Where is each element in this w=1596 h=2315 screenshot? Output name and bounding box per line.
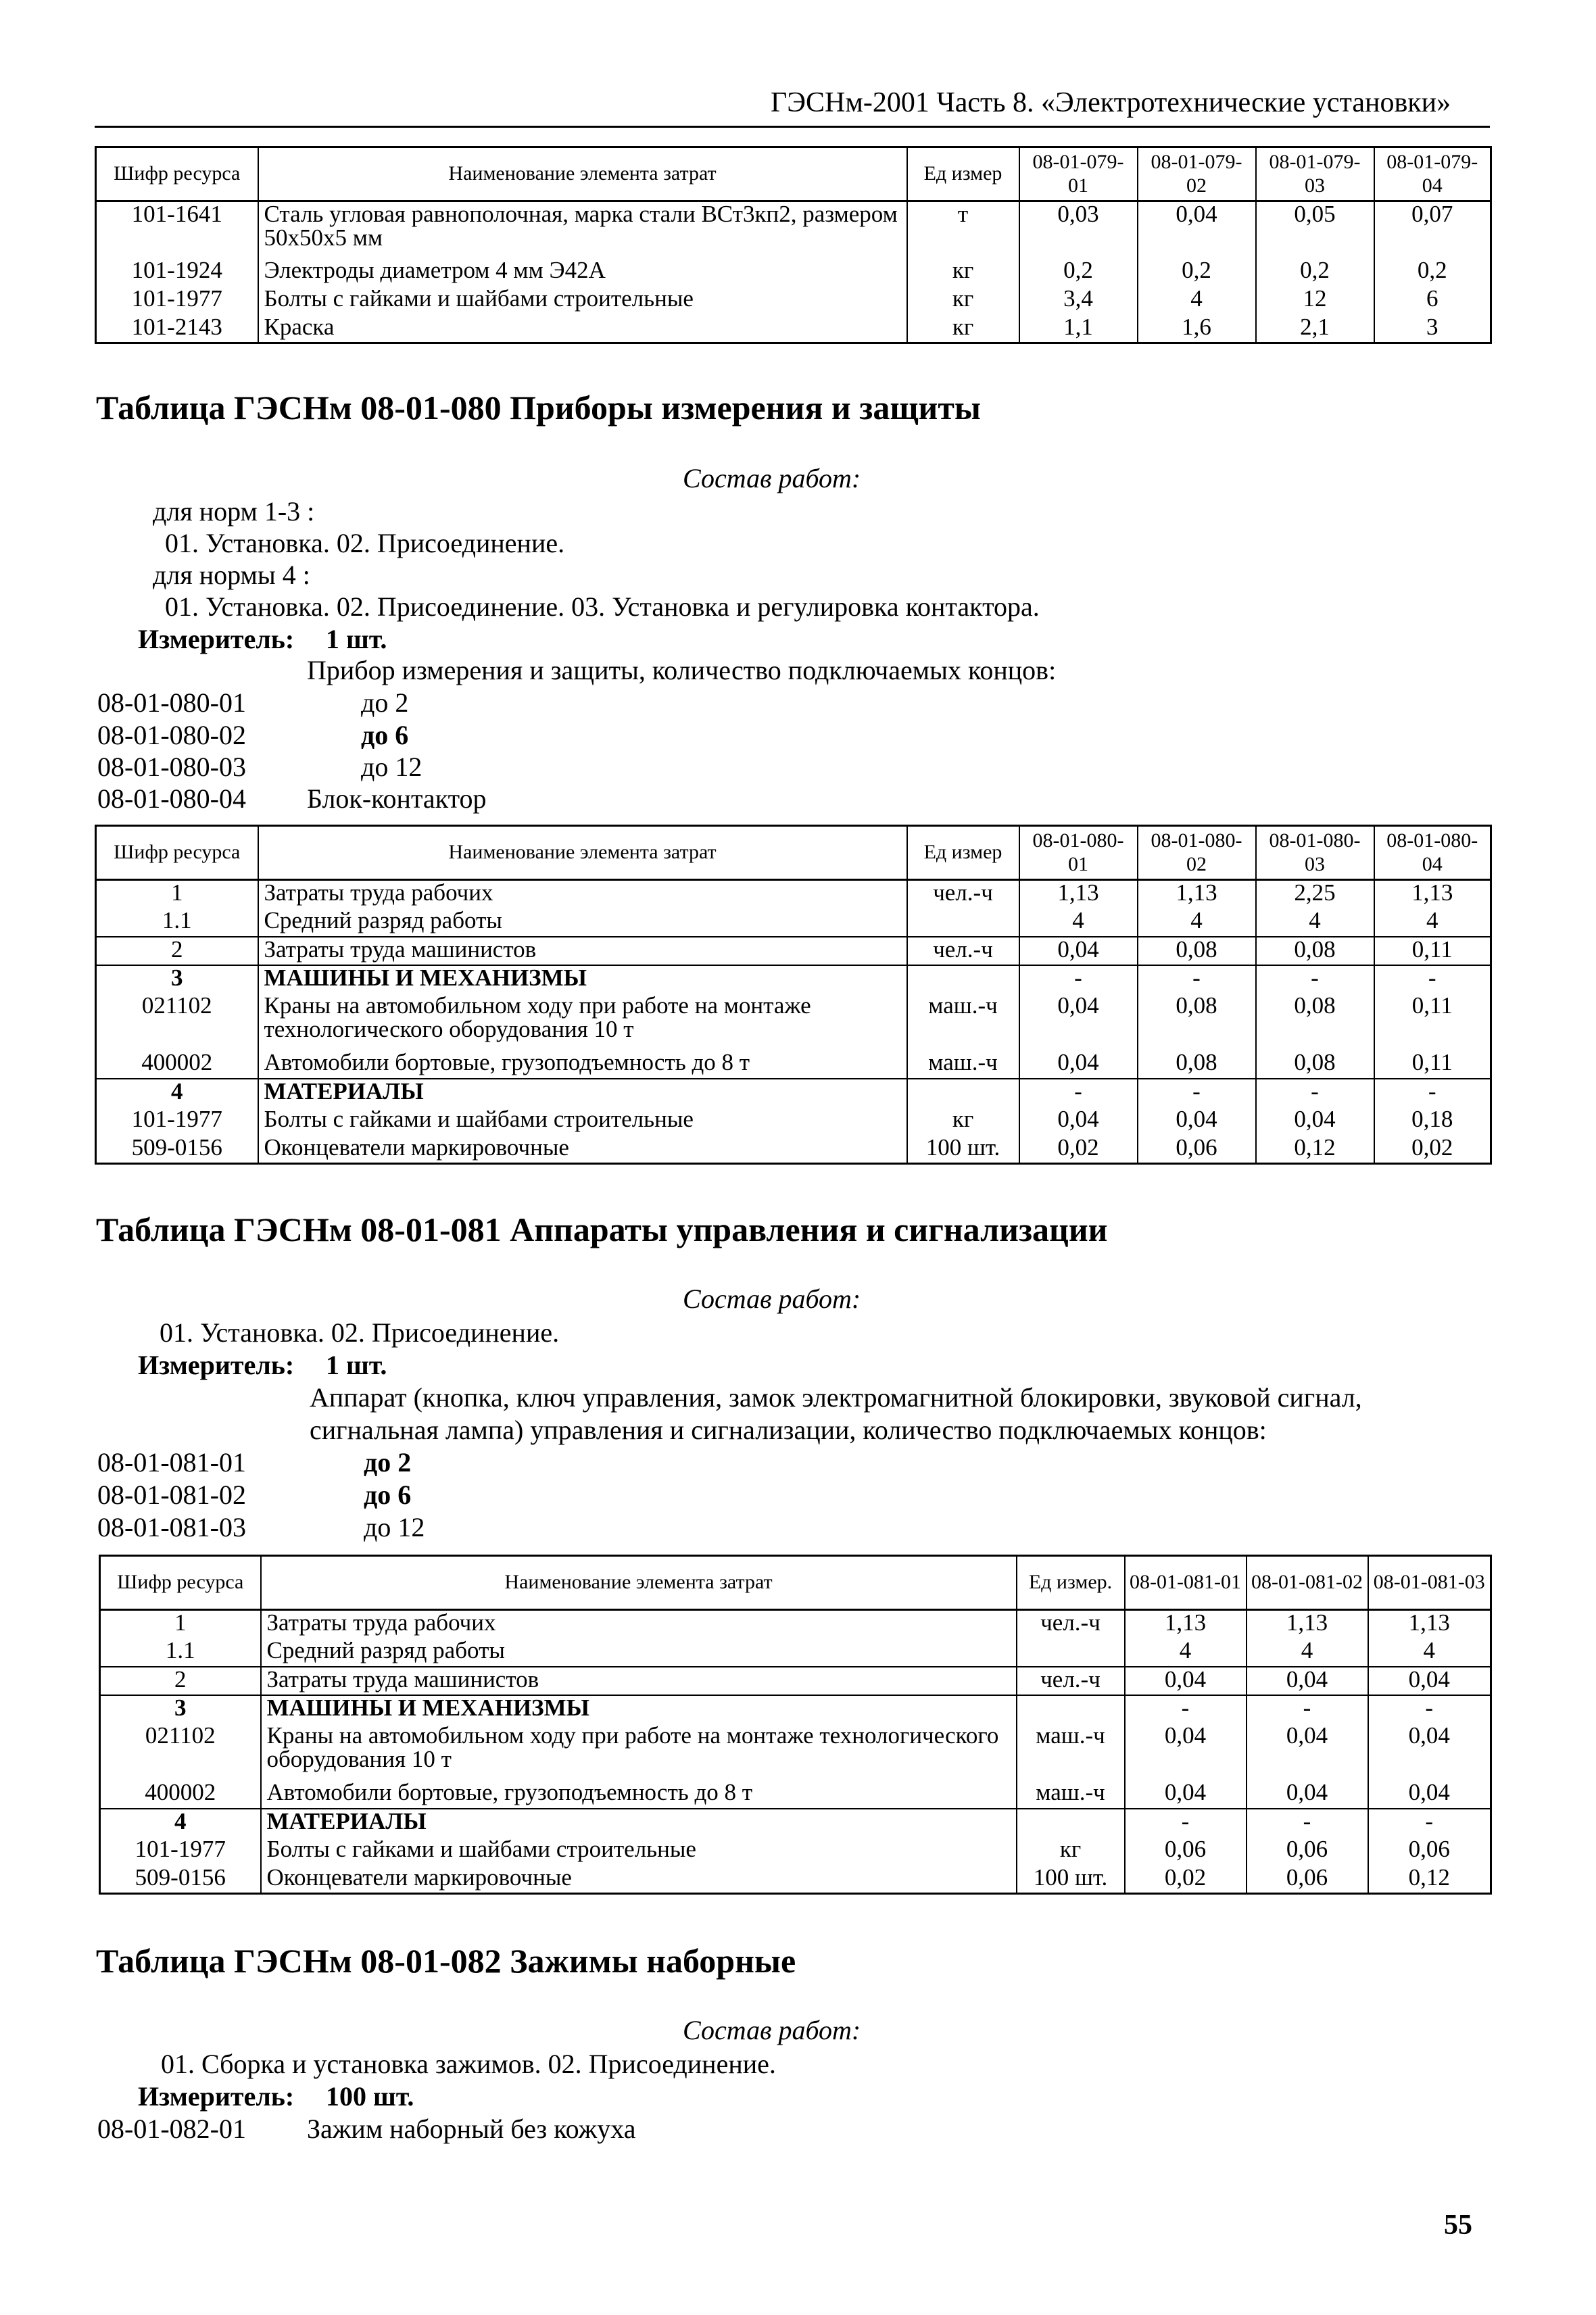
cell-value: 1,13 bbox=[1019, 880, 1138, 908]
cell-value: 0,04 bbox=[1138, 1107, 1256, 1136]
col-header-norm: 08-01-081-01 bbox=[1125, 1556, 1247, 1610]
cell-code: 1 bbox=[100, 1610, 261, 1638]
cell-code: 3 bbox=[100, 1695, 261, 1724]
cell-value: 0,06 bbox=[1125, 1837, 1247, 1866]
cell-value: 2,1 bbox=[1256, 315, 1374, 343]
cell-code: 021102 bbox=[96, 994, 258, 1050]
cell-value: 0,04 bbox=[1368, 1667, 1491, 1695]
cell-value: 0,04 bbox=[1125, 1724, 1247, 1780]
cell-unit: чел.-ч bbox=[907, 880, 1019, 908]
cell-value: 0,04 bbox=[1125, 1667, 1247, 1695]
cell-unit: кг bbox=[907, 1107, 1019, 1136]
cell-value: 0,04 bbox=[1019, 937, 1138, 965]
cell-value: 0,08 bbox=[1138, 937, 1256, 965]
cell-value: 0,04 bbox=[1019, 1050, 1138, 1079]
sostav-label: Состав работ: bbox=[683, 2015, 861, 2045]
cell-name: Оконцеватели маркировочные bbox=[258, 1136, 907, 1164]
sostav-label: Состав работ: bbox=[683, 1284, 861, 1314]
table-row bbox=[96, 880, 1491, 908]
col-header-norm: 08-01-080-04 bbox=[1374, 826, 1491, 880]
cell-value: 3,4 bbox=[1019, 287, 1138, 315]
cell-value: 0,12 bbox=[1256, 1136, 1374, 1164]
cell-name: МАТЕРИАЛЫ bbox=[258, 1079, 907, 1107]
cell-unit: кг bbox=[907, 258, 1019, 287]
table-row bbox=[100, 1809, 1491, 1837]
cell-value: 1,1 bbox=[1019, 315, 1138, 343]
cell-code: 101-1977 bbox=[96, 287, 258, 315]
table-row bbox=[96, 1107, 1491, 1136]
cell-code: 3 bbox=[96, 965, 258, 994]
header-rule bbox=[95, 126, 1490, 128]
cell-value: 1,13 bbox=[1368, 1610, 1491, 1638]
cell-value: 4 bbox=[1138, 287, 1256, 315]
table-080 bbox=[95, 825, 1492, 1165]
table-row bbox=[100, 1610, 1491, 1638]
cell-value: 0,04 bbox=[1256, 1107, 1374, 1136]
norm-code: 08-01-081-03 bbox=[97, 1512, 246, 1542]
table-row bbox=[96, 1050, 1491, 1079]
cell-unit: 100 шт. bbox=[1017, 1866, 1125, 1894]
cell-code: 400002 bbox=[100, 1780, 261, 1809]
cell-code: 101-1924 bbox=[96, 258, 258, 287]
cell-value: - bbox=[1374, 1079, 1491, 1107]
cell-value: - bbox=[1247, 1809, 1368, 1837]
norm-description: сигнальная лампа) управления и сигнализации, количество подключаемых концов: bbox=[310, 1415, 1267, 1445]
cell-name: МАШИНЫ И МЕХАНИЗМЫ bbox=[261, 1695, 1017, 1724]
cell-value: 4 bbox=[1125, 1638, 1247, 1667]
cell-value: 0,18 bbox=[1374, 1107, 1491, 1136]
cell-value: 0,07 bbox=[1374, 201, 1491, 258]
col-header-unit: Ед измер bbox=[907, 147, 1019, 201]
cell-value: 0,04 bbox=[1019, 994, 1138, 1050]
cell-value: 0,04 bbox=[1247, 1724, 1368, 1780]
cell-value: 3 bbox=[1374, 315, 1491, 343]
norm-code: 08-01-081-02 bbox=[97, 1480, 246, 1510]
col-header-norm: 08-01-079-03 bbox=[1256, 147, 1374, 201]
norm-value: до 12 bbox=[361, 752, 422, 782]
cell-value: 0,11 bbox=[1374, 1050, 1491, 1079]
cell-code: 1 bbox=[96, 880, 258, 908]
col-header-name: Наименование элемента затрат bbox=[261, 1556, 1017, 1610]
cell-value: - bbox=[1125, 1695, 1247, 1724]
table-row bbox=[100, 1724, 1491, 1780]
cell-value: 0,04 bbox=[1368, 1780, 1491, 1809]
cell-value: 0,2 bbox=[1019, 258, 1138, 287]
cell-name: Сталь угловая равнополочная, марка стали ВСт3кп2, размером 50х50х5 мм bbox=[258, 201, 907, 258]
cell-value: 4 bbox=[1138, 908, 1256, 937]
cell-unit bbox=[1017, 1638, 1125, 1667]
col-header-code: Шифр ресурса bbox=[96, 826, 258, 880]
cell-code: 509-0156 bbox=[100, 1866, 261, 1894]
cell-unit: чел.-ч bbox=[907, 937, 1019, 965]
col-header-norm: 08-01-079-01 bbox=[1019, 147, 1138, 201]
cell-value: 4 bbox=[1019, 908, 1138, 937]
cell-code: 509-0156 bbox=[96, 1136, 258, 1164]
cell-value: 4 bbox=[1256, 908, 1374, 937]
cell-value: 1,13 bbox=[1247, 1610, 1368, 1638]
col-header-norm: 08-01-080-02 bbox=[1138, 826, 1256, 880]
table-row bbox=[96, 258, 1491, 287]
work-line: для нормы 4 : bbox=[153, 560, 310, 590]
cell-name: Затраты труда машинистов bbox=[258, 937, 907, 965]
cell-code: 021102 bbox=[100, 1724, 261, 1780]
cell-value: 0,08 bbox=[1256, 994, 1374, 1050]
table-081 bbox=[99, 1555, 1492, 1895]
cell-value: 6 bbox=[1374, 287, 1491, 315]
table-row bbox=[96, 201, 1491, 258]
col-header-norm: 08-01-079-02 bbox=[1138, 147, 1256, 201]
norm-description: Прибор измерения и защиты, количество подключаемых концов: bbox=[307, 655, 1057, 685]
table-row bbox=[96, 1079, 1491, 1107]
cell-name: МАШИНЫ И МЕХАНИЗМЫ bbox=[258, 965, 907, 994]
cell-value: 0,08 bbox=[1138, 1050, 1256, 1079]
cell-name: Электроды диаметром 4 мм Э42А bbox=[258, 258, 907, 287]
work-line: 01. Установка. 02. Присоединение. bbox=[165, 528, 565, 558]
col-header-code: Шифр ресурса bbox=[100, 1556, 261, 1610]
cell-code: 1.1 bbox=[100, 1638, 261, 1667]
cell-code: 400002 bbox=[96, 1050, 258, 1079]
col-header-norm: 08-01-081-03 bbox=[1368, 1556, 1491, 1610]
cell-value: - bbox=[1247, 1695, 1368, 1724]
cell-code: 2 bbox=[100, 1667, 261, 1695]
cell-name: Болты с гайками и шайбами строительные bbox=[261, 1837, 1017, 1866]
cell-value: 12 bbox=[1256, 287, 1374, 315]
cell-unit: чел.-ч bbox=[1017, 1667, 1125, 1695]
cell-value: 0,04 bbox=[1368, 1724, 1491, 1780]
cell-code: 101-1641 bbox=[96, 201, 258, 258]
norm-code: 08-01-080-02 bbox=[97, 720, 246, 750]
norm-code: 08-01-080-04 bbox=[97, 783, 246, 814]
table-row bbox=[96, 287, 1491, 315]
norm-value: до 6 bbox=[364, 1480, 412, 1510]
cell-value: 0,04 bbox=[1247, 1780, 1368, 1809]
cell-unit: кг bbox=[1017, 1837, 1125, 1866]
norm-value: до 2 bbox=[361, 687, 409, 718]
cell-unit: маш.-ч bbox=[1017, 1780, 1125, 1809]
table-header-row bbox=[100, 1556, 1491, 1610]
cell-value: 0,03 bbox=[1019, 201, 1138, 258]
cell-code: 1.1 bbox=[96, 908, 258, 937]
col-header-norm: 08-01-080-03 bbox=[1256, 826, 1374, 880]
norm-value: до 2 bbox=[364, 1447, 412, 1478]
cell-unit: кг bbox=[907, 315, 1019, 343]
cell-value: 0,06 bbox=[1247, 1837, 1368, 1866]
cell-value: 0,12 bbox=[1368, 1866, 1491, 1894]
section-title-082: Таблица ГЭСНм 08-01-082 Зажимы наборные bbox=[96, 1942, 796, 1980]
cell-name: Оконцеватели маркировочные bbox=[261, 1866, 1017, 1894]
cell-value: 2,25 bbox=[1256, 880, 1374, 908]
cell-unit bbox=[907, 908, 1019, 937]
meter-value: 100 шт. bbox=[326, 2081, 414, 2112]
cell-value: - bbox=[1125, 1809, 1247, 1837]
table-row bbox=[96, 937, 1491, 965]
cell-value: 1,13 bbox=[1374, 880, 1491, 908]
cell-code: 4 bbox=[96, 1079, 258, 1107]
norm-value: до 6 bbox=[361, 720, 409, 750]
running-header: ГЭСНм-2001 Часть 8. «Электротехнические установки» bbox=[771, 87, 1451, 118]
cell-name: Автомобили бортовые, грузоподъемность до 8 т bbox=[258, 1050, 907, 1079]
cell-value: 0,04 bbox=[1125, 1780, 1247, 1809]
cell-name: Краны на автомобильном ходу при работе на монтаже технологического оборудования 10 т bbox=[258, 994, 907, 1050]
norm-value: Зажим наборный без кожуха bbox=[307, 2114, 636, 2144]
norm-code: 08-01-080-01 bbox=[97, 687, 246, 718]
work-line: 01. Сборка и установка зажимов. 02. Присоединение. bbox=[161, 2049, 776, 2079]
work-line: 01. Установка. 02. Присоединение. bbox=[160, 1317, 560, 1348]
cell-name: Болты с гайками и шайбами строительные bbox=[258, 1107, 907, 1136]
norm-value: до 12 bbox=[364, 1512, 425, 1542]
cell-unit: чел.-ч bbox=[1017, 1610, 1125, 1638]
cell-value: 4 bbox=[1247, 1638, 1368, 1667]
table-row bbox=[96, 315, 1491, 343]
table-row bbox=[100, 1780, 1491, 1809]
cell-unit: маш.-ч bbox=[907, 994, 1019, 1050]
cell-value: - bbox=[1019, 1079, 1138, 1107]
cell-name: Краны на автомобильном ходу при работе на монтаже технологического оборудования 10 т bbox=[261, 1724, 1017, 1780]
table-row bbox=[100, 1866, 1491, 1894]
cell-unit: т bbox=[907, 201, 1019, 258]
cell-value: 0,05 bbox=[1256, 201, 1374, 258]
cell-code: 101-1977 bbox=[96, 1107, 258, 1136]
meter-label: Измеритель: bbox=[138, 1350, 295, 1380]
cell-code: 4 bbox=[100, 1809, 261, 1837]
cell-value: - bbox=[1374, 965, 1491, 994]
col-header-name: Наименование элемента затрат bbox=[258, 826, 907, 880]
cell-unit bbox=[907, 965, 1019, 994]
cell-unit bbox=[907, 1079, 1019, 1107]
cell-value: 0,06 bbox=[1138, 1136, 1256, 1164]
cell-value: - bbox=[1256, 965, 1374, 994]
table-header-row bbox=[96, 826, 1491, 880]
cell-value: 0,08 bbox=[1256, 1050, 1374, 1079]
cell-value: - bbox=[1138, 965, 1256, 994]
cell-value: 0,02 bbox=[1125, 1866, 1247, 1894]
sostav-label: Состав работ: bbox=[683, 463, 861, 493]
norm-description: Аппарат (кнопка, ключ управления, замок электромагнитной блокировки, звуковой сигнал, bbox=[310, 1382, 1362, 1413]
table-row bbox=[100, 1837, 1491, 1866]
cell-value: 0,04 bbox=[1019, 1107, 1138, 1136]
cell-unit: кг bbox=[907, 287, 1019, 315]
cell-value: 0,08 bbox=[1256, 937, 1374, 965]
cell-value: 0,11 bbox=[1374, 994, 1491, 1050]
cell-value: 0,2 bbox=[1256, 258, 1374, 287]
norm-code: 08-01-082-01 bbox=[97, 2114, 246, 2144]
cell-value: 0,02 bbox=[1374, 1136, 1491, 1164]
cell-unit: 100 шт. bbox=[907, 1136, 1019, 1164]
cell-value: 0,06 bbox=[1368, 1837, 1491, 1866]
col-header-unit: Ед измер bbox=[907, 826, 1019, 880]
meter-label: Измеритель: bbox=[138, 2081, 295, 2112]
meter-label: Измеритель: bbox=[138, 624, 295, 654]
cell-code: 101-1977 bbox=[100, 1837, 261, 1866]
table-header-row bbox=[96, 147, 1491, 201]
section-title-081: Таблица ГЭСНм 08-01-081 Аппараты управления и сигнализации bbox=[96, 1211, 1108, 1248]
cell-name: Средний разряд работы bbox=[258, 908, 907, 937]
cell-value: - bbox=[1256, 1079, 1374, 1107]
page-number: 55 bbox=[1444, 2210, 1472, 2241]
cell-value: 0,04 bbox=[1247, 1667, 1368, 1695]
cell-code: 101-2143 bbox=[96, 315, 258, 343]
cell-name: Затраты труда рабочих bbox=[258, 880, 907, 908]
meter-value: 1 шт. bbox=[326, 624, 387, 654]
col-header-norm: 08-01-079-04 bbox=[1374, 147, 1491, 201]
cell-value: - bbox=[1368, 1695, 1491, 1724]
col-header-name: Наименование элемента затрат bbox=[258, 147, 907, 201]
work-line: для норм 1-3 : bbox=[153, 496, 315, 527]
col-header-norm: 08-01-080-01 bbox=[1019, 826, 1138, 880]
norm-code: 08-01-080-03 bbox=[97, 752, 246, 782]
cell-name: МАТЕРИАЛЫ bbox=[261, 1809, 1017, 1837]
table-row bbox=[96, 994, 1491, 1050]
norm-value: Блок-контактор bbox=[307, 783, 487, 814]
cell-name: Средний разряд работы bbox=[261, 1638, 1017, 1667]
cell-unit: маш.-ч bbox=[1017, 1724, 1125, 1780]
cell-name: Краска bbox=[258, 315, 907, 343]
norm-code: 08-01-081-01 bbox=[97, 1447, 246, 1478]
cell-name: Затраты труда машинистов bbox=[261, 1667, 1017, 1695]
cell-unit bbox=[1017, 1809, 1125, 1837]
cell-value: 1,13 bbox=[1138, 880, 1256, 908]
table-row bbox=[96, 908, 1491, 937]
table-079 bbox=[95, 146, 1492, 344]
cell-value: 0,2 bbox=[1374, 258, 1491, 287]
cell-value: 1,13 bbox=[1125, 1610, 1247, 1638]
cell-name: Болты с гайками и шайбами строительные bbox=[258, 287, 907, 315]
section-title-080: Таблица ГЭСНм 08-01-080 Приборы измерения и защиты bbox=[96, 389, 981, 427]
cell-value: 0,06 bbox=[1247, 1866, 1368, 1894]
cell-value: 1,6 bbox=[1138, 315, 1256, 343]
table-row bbox=[100, 1695, 1491, 1724]
table-row bbox=[100, 1638, 1491, 1667]
col-header-norm: 08-01-081-02 bbox=[1247, 1556, 1368, 1610]
cell-value: 4 bbox=[1374, 908, 1491, 937]
cell-code: 2 bbox=[96, 937, 258, 965]
cell-value: 0,04 bbox=[1138, 201, 1256, 258]
meter-value: 1 шт. bbox=[326, 1350, 387, 1380]
cell-unit bbox=[1017, 1695, 1125, 1724]
cell-name: Автомобили бортовые, грузоподъемность до 8 т bbox=[261, 1780, 1017, 1809]
cell-value: 0,11 bbox=[1374, 937, 1491, 965]
col-header-code: Шифр ресурса bbox=[96, 147, 258, 201]
cell-unit: маш.-ч bbox=[907, 1050, 1019, 1079]
table-row bbox=[96, 965, 1491, 994]
cell-value: - bbox=[1138, 1079, 1256, 1107]
col-header-unit: Ед измер. bbox=[1017, 1556, 1125, 1610]
cell-value: 4 bbox=[1368, 1638, 1491, 1667]
cell-name: Затраты труда рабочих bbox=[261, 1610, 1017, 1638]
cell-value: 0,02 bbox=[1019, 1136, 1138, 1164]
table-row bbox=[100, 1667, 1491, 1695]
table-row bbox=[96, 1136, 1491, 1164]
cell-value: - bbox=[1019, 965, 1138, 994]
cell-value: - bbox=[1368, 1809, 1491, 1837]
cell-value: 0,08 bbox=[1138, 994, 1256, 1050]
work-line: 01. Установка. 02. Присоединение. 03. Установка и регулировка контактора. bbox=[165, 591, 1040, 622]
cell-value: 0,2 bbox=[1138, 258, 1256, 287]
